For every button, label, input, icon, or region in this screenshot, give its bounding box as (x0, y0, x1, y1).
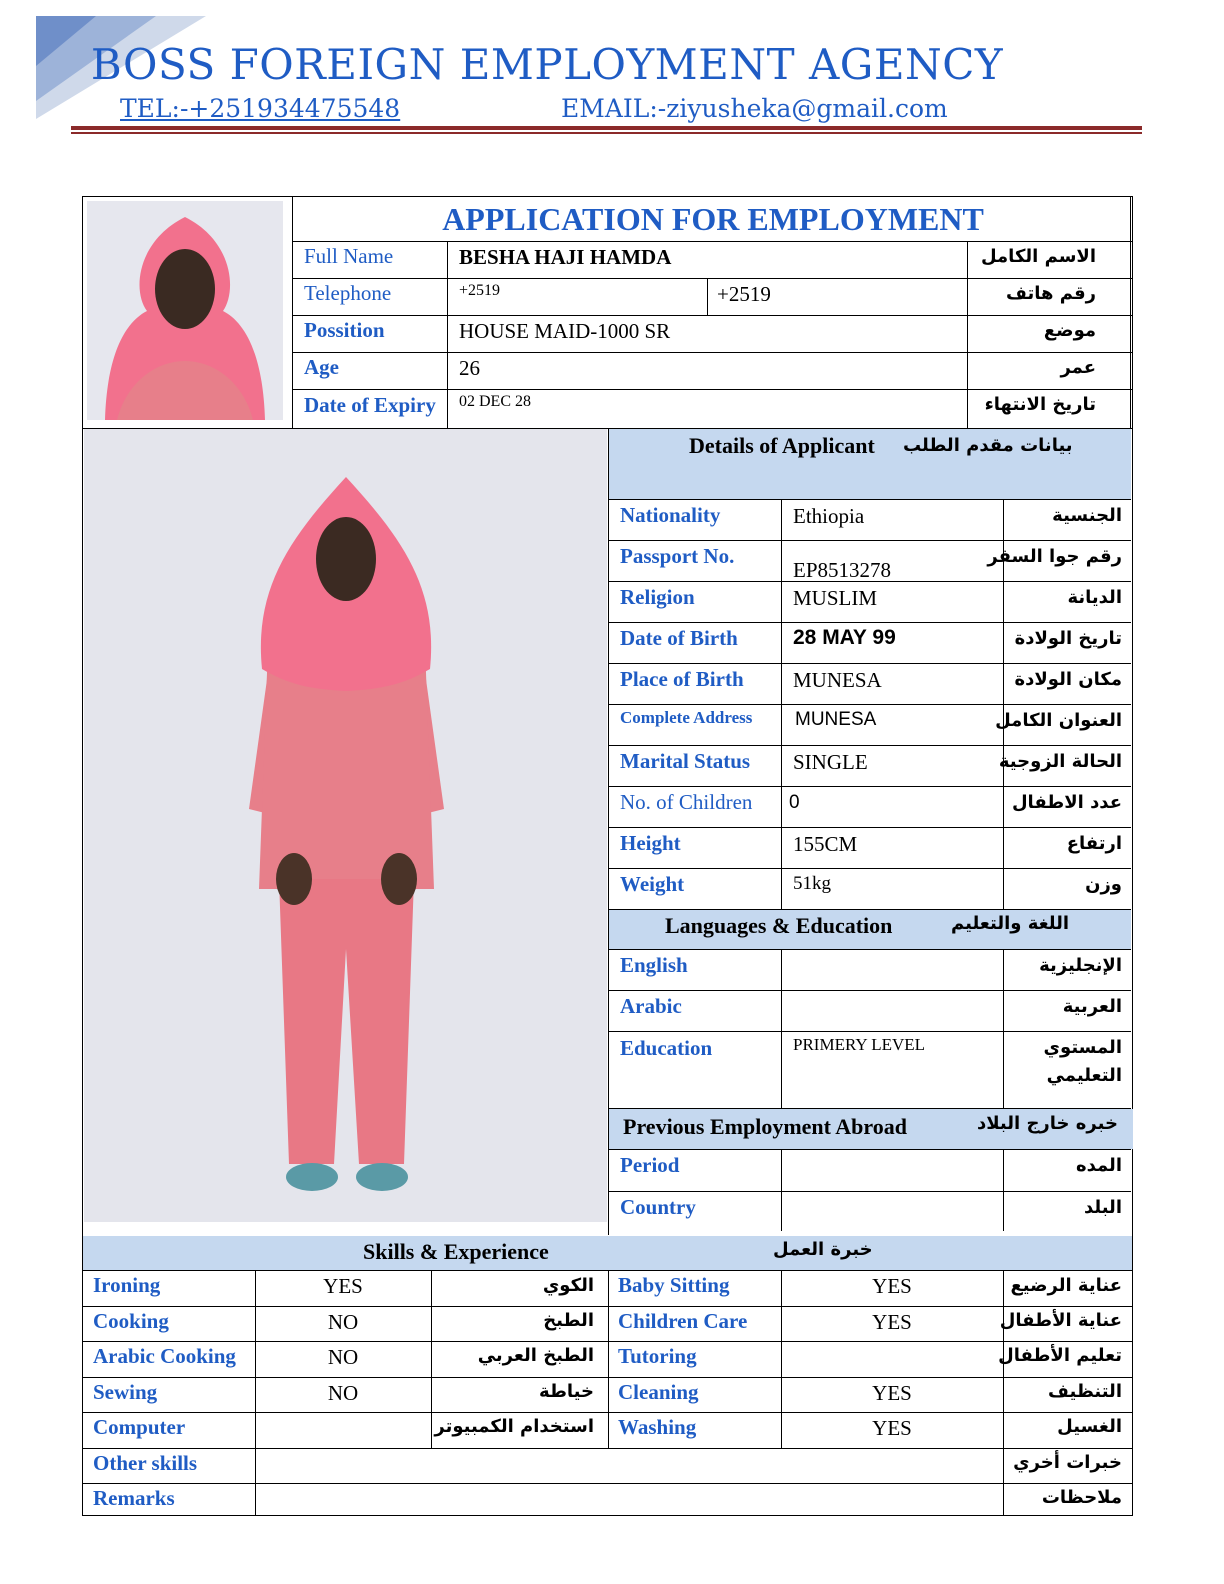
label-skill-ironing-ar: الكوي (542, 1275, 594, 1296)
label-position: Possition (304, 318, 385, 342)
label-skill-computer-ar: استخدام الكمبيوتر (434, 1416, 594, 1437)
label-remarks: Remarks (93, 1486, 175, 1510)
label-skill-arabic-cooking: Arabic Cooking (93, 1344, 236, 1368)
label-full-name-ar: الاسم الكامل (980, 246, 1096, 267)
value-skill-cleaning[interactable]: YES (872, 1381, 912, 1405)
label-skill-washing: Washing (618, 1415, 697, 1439)
label-height: Height (620, 831, 681, 855)
value-no-of-children[interactable]: 0 (789, 792, 800, 813)
label-period-ar: المده (1075, 1155, 1122, 1176)
label-country-ar: البلد (1083, 1197, 1122, 1218)
label-nationality-ar: الجنسية (1052, 505, 1122, 526)
application-form (82, 196, 1133, 1516)
value-religion[interactable]: MUSLIM (793, 586, 878, 610)
label-position-ar: موضع (1043, 320, 1096, 341)
label-religion-ar: الديانة (1067, 587, 1122, 608)
label-skill-washing-ar: الغسيل (1057, 1416, 1122, 1437)
label-skill-children-care: Children Care (618, 1309, 748, 1333)
value-date-of-expiry[interactable]: 02 DEC 28 (459, 393, 531, 410)
label-marital-status-ar: الحالة الزوجية (998, 751, 1122, 772)
header-divider-thin (71, 132, 1142, 134)
label-arabic: Arabic (620, 994, 682, 1018)
previous-employment-title-ar: خبره خارج البلاد (977, 1113, 1118, 1134)
value-weight[interactable]: 51kg (793, 873, 831, 894)
label-no-of-children-ar: عدد الاطفال (1011, 792, 1122, 813)
value-full-name[interactable]: BESHA HAJI HAMDA (459, 245, 672, 269)
label-skill-cooking-ar: الطبخ (543, 1310, 594, 1331)
skills-title: Skills & Experience (363, 1239, 549, 1264)
value-skill-sewing[interactable]: NO (327, 1381, 359, 1405)
label-place-of-birth-ar: مكان الولادة (1014, 669, 1122, 690)
value-telephone-2[interactable]: +2519 (717, 282, 771, 306)
agency-telephone[interactable]: TEL:-+251934475548 (120, 94, 401, 123)
label-marital-status: Marital Status (620, 749, 751, 773)
previous-employment-title: Previous Employment Abroad (623, 1114, 907, 1139)
value-skill-baby-sitting[interactable]: YES (872, 1274, 912, 1298)
header-divider (71, 126, 1142, 130)
value-height[interactable]: 155CM (793, 832, 858, 856)
label-skill-cooking: Cooking (93, 1309, 169, 1333)
label-period: Period (620, 1153, 680, 1177)
label-skill-sewing: Sewing (93, 1380, 158, 1404)
other-skills-field[interactable] (256, 1449, 1002, 1482)
value-place-of-birth[interactable]: MUNESA (793, 668, 882, 692)
label-passport-no-ar: رقم جوا السفر (987, 546, 1122, 567)
label-nationality: Nationality (620, 503, 721, 527)
label-no-of-children: No. of Children (620, 790, 753, 814)
label-telephone: Telephone (304, 281, 392, 305)
label-skill-cleaning-ar: التنظيف (1048, 1381, 1122, 1402)
label-education: Education (620, 1036, 713, 1060)
label-place-of-birth: Place of Birth (620, 667, 744, 691)
label-skill-baby-sitting-ar: عناية الرضيع (1010, 1275, 1122, 1296)
value-skill-arabic-cooking[interactable]: NO (327, 1345, 359, 1369)
value-complete-address[interactable]: MUNESA (795, 709, 877, 730)
label-other-skills: Other skills (93, 1451, 198, 1475)
value-date-of-birth[interactable]: 28 MAY 99 (793, 626, 896, 649)
value-nationality[interactable]: Ethiopia (793, 504, 865, 528)
value-age[interactable]: 26 (459, 356, 480, 380)
applicant-portrait-photo (87, 201, 283, 420)
label-date-of-expiry-ar: تاريخ الانتهاء (984, 394, 1096, 415)
label-education-ar-2: التعليمي (1046, 1065, 1122, 1086)
value-marital-status[interactable]: SINGLE (793, 750, 868, 774)
details-title-ar: بيانات مقدم الطلب (903, 435, 1073, 456)
label-complete-address: Complete Address (620, 708, 753, 727)
value-education[interactable]: PRIMERY LEVEL (793, 1035, 926, 1054)
skills-title-ar: خبرة العمل (773, 1239, 873, 1260)
label-english: English (620, 953, 688, 977)
agency-email[interactable]: EMAIL:-ziyusheka@gmail.com (561, 94, 948, 123)
label-full-name: Full Name (304, 244, 394, 268)
details-title: Details of Applicant (689, 433, 875, 458)
label-remarks-ar: ملاحظات (1041, 1487, 1122, 1508)
skills-header-band (83, 1236, 1132, 1270)
label-religion: Religion (620, 585, 695, 609)
value-skill-ironing[interactable]: YES (323, 1274, 363, 1298)
label-date-of-expiry: Date of Expiry (304, 393, 436, 417)
label-age-ar: عمر (1060, 357, 1096, 378)
label-skill-tutoring: Tutoring (618, 1344, 697, 1368)
form-title: APPLICATION FOR EMPLOYMENT (442, 201, 984, 237)
label-country: Country (620, 1195, 696, 1219)
languages-title-ar: اللغة والتعليم (951, 913, 1070, 934)
value-passport-no[interactable]: EP8513278 (793, 558, 892, 582)
remarks-field[interactable] (256, 1484, 1002, 1514)
label-height-ar: ارتفاع (1066, 833, 1122, 854)
languages-title: Languages & Education (665, 913, 893, 938)
label-skill-ironing: Ironing (93, 1273, 161, 1297)
label-weight: Weight (620, 872, 685, 896)
label-weight-ar: وزن (1085, 874, 1122, 895)
label-education-ar: المستوي (1043, 1037, 1122, 1058)
agency-name: BOSS FOREIGN EMPLOYMENT AGENCY (90, 40, 1004, 89)
value-skill-washing[interactable]: YES (872, 1416, 912, 1440)
applicant-full-body-photo (84, 429, 607, 1222)
label-date-of-birth: Date of Birth (620, 626, 738, 650)
label-skill-baby-sitting: Baby Sitting (618, 1273, 730, 1297)
label-passport-no: Passport No. (620, 544, 735, 568)
label-skill-sewing-ar: خياطة (539, 1381, 594, 1402)
value-skill-children-care[interactable]: YES (872, 1310, 912, 1334)
label-age: Age (304, 355, 339, 379)
label-date-of-birth-ar: تاريخ الولادة (1014, 628, 1122, 649)
label-skill-tutoring-ar: تعليم الأطفال (998, 1345, 1122, 1366)
label-telephone-ar: رقم هاتف (1006, 283, 1096, 304)
value-skill-cooking[interactable]: NO (327, 1310, 359, 1334)
label-skill-computer: Computer (93, 1415, 186, 1439)
label-other-skills-ar: خبرات أخري (1013, 1452, 1122, 1473)
label-skill-arabic-cooking-ar: الطبخ العربي (477, 1345, 594, 1366)
value-telephone[interactable]: +2519 (459, 282, 501, 299)
label-skill-cleaning: Cleaning (618, 1380, 699, 1404)
label-english-ar: الإنجليزية (1039, 955, 1122, 976)
value-position[interactable]: HOUSE MAID-1000 SR (459, 319, 671, 343)
label-complete-address-ar: العنوان الكامل (995, 710, 1122, 731)
label-skill-children-care-ar: عناية الأطفال (999, 1310, 1122, 1331)
label-arabic-ar: العربية (1062, 996, 1122, 1017)
